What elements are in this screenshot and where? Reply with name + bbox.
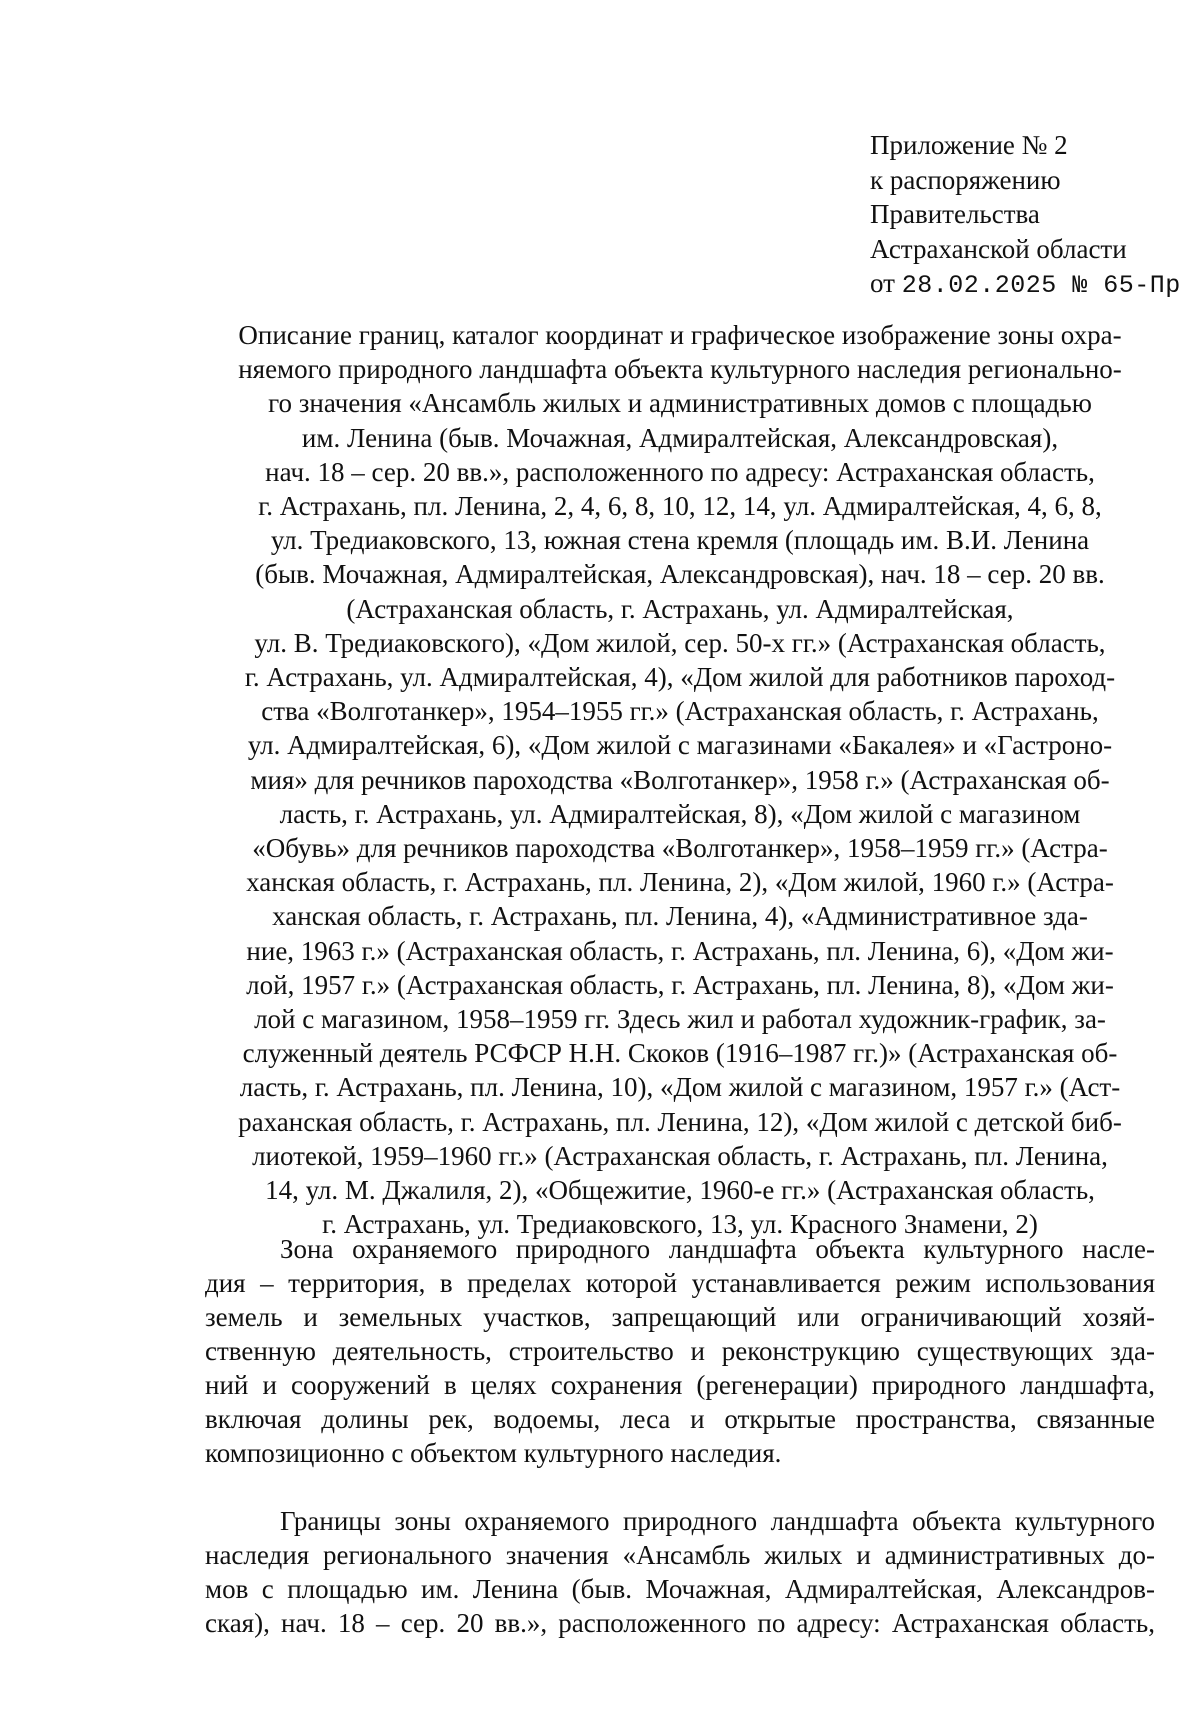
paragraph-line: ний и сооружений в целях сохранения (регенерации) природного ландшафта,	[205, 1370, 1155, 1400]
appendix-header	[870, 128, 1181, 304]
paragraph-zone-definition	[205, 1232, 1155, 1470]
paragraph-line: ственную деятельность, строительство и реконструкцию существующих зда-	[205, 1336, 1155, 1366]
title-line: мия» для речников пароходства «Волготанкер», 1958 г.» (Астраханская об-	[250, 764, 1110, 795]
title-line: служенный деятель РСФСР Н.Н. Скоков (1916–1987 гг.)» (Астраханская об-	[242, 1038, 1118, 1069]
title-line: ние, 1963 г.» (Астраханская область, г. Астрахань, пл. Ленина, 6), «Дом жи-	[246, 935, 1114, 966]
title-line: лиотекой, 1959–1960 гг.» (Астраханская область, г. Астрахань, пл. Ленина,	[252, 1140, 1108, 1171]
title-line: ул. Адмиралтейская, 6), «Дом жилой с магазинами «Бакалея» и «Гастроно-	[247, 730, 1113, 761]
appendix-line-1: Приложение № 2	[870, 130, 1068, 160]
title-line: «Обувь» для речников пароходства «Волготанкер», 1958–1959 гг.» (Астра-	[252, 833, 1108, 864]
title-line: ул. Тредиаковского, 13, южная стена кремля (площадь им. В.И. Ленина	[270, 525, 1090, 556]
paragraph-line: дия – территория, в пределах которой устанавливается режим использования	[205, 1268, 1155, 1298]
title-line: ханская область, г. Астрахань, пл. Ленина, 4), «Административное зда-	[272, 901, 1088, 932]
paragraph-line: мов с площадью им. Ленина (быв. Мочажная, Адмиралтейская, Александров-	[205, 1574, 1155, 1604]
paragraph-line: Зона охраняемого природного ландшафта объекта культурного насле-	[280, 1234, 1155, 1264]
paragraph-line: наследия регионального значения «Ансамбль жилых и административных до-	[205, 1540, 1155, 1570]
title-line: нач. 18 – сер. 20 вв.», расположенного по адресу: Астраханская область,	[265, 456, 1095, 487]
document-body	[205, 1232, 1155, 1640]
title-line: няемого природного ландшафта объекта культурного наследия регионально-	[238, 354, 1122, 385]
paragraph-gap	[205, 1470, 1155, 1504]
paragraph-line: земель и земельных участков, запрещающий или ограничивающий хозяй-	[205, 1302, 1155, 1332]
title-line: 14, ул. М. Джалиля, 2), «Общежитие, 1960-е гг.» (Астраханская область,	[265, 1175, 1095, 1206]
title-line: го значения «Ансамбль жилых и административных домов с площадью	[268, 388, 1092, 419]
title-line: (Астраханская область, г. Астрахань, ул. Адмиралтейская,	[346, 593, 1014, 624]
appendix-line-3: Правительства	[870, 199, 1040, 229]
title-line: ласть, г. Астрахань, ул. Адмиралтейская, 8), «Дом жилой с магазином	[279, 798, 1081, 829]
title-line: г. Астрахань, ул. Тредиаковского, 13, ул. Красного Знамени, 2)	[322, 1209, 1038, 1240]
paragraph-line: ская), нач. 18 – сер. 20 вв.», расположенного по адресу: Астраханская область,	[205, 1608, 1155, 1638]
title-line: лой, 1957 г.» (Астраханская область, г. Астрахань, пл. Ленина, 8), «Дом жи-	[246, 969, 1114, 1000]
appendix-date-value: 28.02.2025 № 65-Пр	[901, 271, 1181, 300]
title-line: (быв. Мочажная, Адмиралтейская, Александровская), нач. 18 – сер. 20 вв.	[255, 559, 1105, 590]
title-line: ласть, г. Астрахань, пл. Ленина, 10), «Дом жилой с магазином, 1957 г.» (Аст-	[239, 1072, 1121, 1103]
paragraph-line: Границы зоны охраняемого природного ландшафта объекта культурного	[280, 1506, 1155, 1536]
appendix-date-prefix: от	[870, 268, 902, 298]
title-line: ханская область, г. Астрахань, пл. Ленина, 2), «Дом жилой, 1960 г.» (Астра-	[246, 867, 1114, 898]
title-line: г. Астрахань, пл. Ленина, 2, 4, 6, 8, 10, 12, 14, ул. Адмиралтейская, 4, 6, 8,	[258, 491, 1102, 522]
appendix-line-2: к распоряжению	[870, 164, 1061, 195]
paragraph-line: композиционно с объектом культурного наследия.	[205, 1438, 782, 1468]
title-line: ства «Волготанкер», 1954–1955 гг.» (Астраханская область, г. Астрахань,	[261, 696, 1099, 727]
title-line: Описание границ, каталог координат и графическое изображение зоны охра-	[238, 320, 1122, 350]
document-title	[205, 318, 1155, 1241]
title-line: ул. В. Тредиаковского), «Дом жилой, сер. 50-х гг.» (Астраханская область,	[254, 627, 1106, 658]
paragraph-zone-boundaries	[205, 1504, 1155, 1640]
appendix-line-4: Астраханской области	[870, 233, 1127, 264]
appendix-date-line	[870, 266, 1181, 304]
title-line: лой с магазином, 1958–1959 гг. Здесь жил и работал художник-график, за-	[254, 1004, 1106, 1035]
paragraph-line: включая долины рек, водоемы, леса и открытые пространства, связанные	[205, 1404, 1155, 1434]
title-line: г. Астрахань, ул. Адмиралтейская, 4), «Дом жилой для работников пароход-	[244, 662, 1116, 693]
title-line: раханская область, г. Астрахань, пл. Ленина, 12), «Дом жилой с детской биб-	[238, 1106, 1122, 1137]
title-line: им. Ленина (быв. Мочажная, Адмиралтейская, Александровская),	[301, 422, 1059, 453]
